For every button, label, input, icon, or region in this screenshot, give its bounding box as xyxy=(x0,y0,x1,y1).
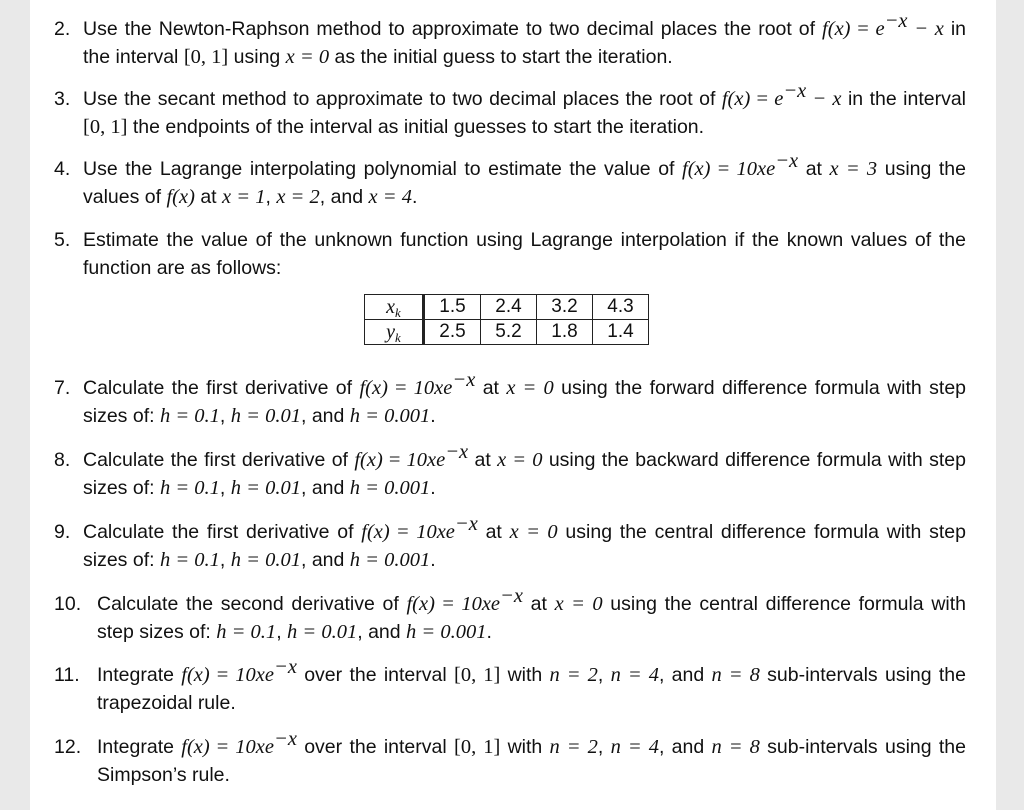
problem-number: 7. xyxy=(54,377,71,399)
table-row-x xyxy=(365,295,649,320)
table-cell: 1.8 xyxy=(537,320,593,345)
table-cell: 1.4 xyxy=(593,320,649,345)
problem-11 xyxy=(54,656,966,717)
table-row-y xyxy=(365,320,649,345)
row-header-x: $x_k$ xyxy=(365,295,424,320)
problem-10 xyxy=(54,585,967,646)
problem-12 xyxy=(54,728,966,789)
row-header-y: $y_k$ xyxy=(365,320,424,345)
document-page xyxy=(30,0,996,810)
problem-2 xyxy=(54,10,966,71)
problem-number: 8. xyxy=(54,449,71,471)
problem-3 xyxy=(54,80,966,141)
problem-4 xyxy=(54,150,966,211)
table-cell: 2.4 xyxy=(481,295,537,320)
problem-5 xyxy=(54,226,966,282)
problem-number: 11. xyxy=(54,664,80,686)
problem-text: Integrate $f(x) = 10xe^{-x}$ over the interval [0, 1] with n = 2, n = 4, and n = 8 sub-intervals using the trapezoidal rule. xyxy=(97,656,966,714)
table-cell: 3.2 xyxy=(537,295,593,320)
problem-text: Calculate the first derivative of $f(x) = 10xe^{-x}$ at x = 0 using the forward difference formula with step sizes of: h = 0.1, h = 0.01, and h = 0.001. xyxy=(83,369,967,427)
problem-number: 4. xyxy=(54,158,71,180)
problem-text: Integrate $f(x) = 10xe^{-x}$ over the interval [0, 1] with n = 2, n = 4, and n = 8 sub-intervals using the Simpson’s rule. xyxy=(97,728,966,786)
problem-7 xyxy=(54,369,967,430)
problem-text: Calculate the first derivative of $f(x) = 10xe^{-x}$ at x = 0 using the backward difference formula with step sizes of: h = 0.1, h = 0.01, and h = 0.001. xyxy=(83,441,966,499)
problem-text: Calculate the second derivative of $f(x) = 10xe^{-x}$ at x = 0 using the central difference formula with step sizes of: h = 0.1, h = 0.01, and h = 0.001. xyxy=(97,585,967,643)
problem-number: 9. xyxy=(54,521,71,543)
table-cell: 4.3 xyxy=(593,295,649,320)
problem-text: Use the Lagrange interpolating polynomial to estimate the value of $f(x) = 10xe^{-x}$ at x = 3 using the values of f(x) at x = 1, x = 2, and x = 4. xyxy=(83,150,966,208)
problem-number: 10. xyxy=(54,593,82,615)
problem-number: 12. xyxy=(54,736,82,758)
problem-8 xyxy=(54,441,966,502)
problem-number: 3. xyxy=(54,88,71,110)
problem-text: Use the secant method to approximate to two decimal places the root of $f(x) = e^{-x} - x$ in the interval [0, 1] the endpoints of the interval as initial guesses to start the iteration. xyxy=(83,80,966,138)
problem-number: 2. xyxy=(54,18,71,40)
problem-number: 5. xyxy=(54,229,71,251)
known-values-table xyxy=(364,294,649,345)
problem-9 xyxy=(54,513,966,574)
table-cell: 1.5 xyxy=(424,295,481,320)
table-cell: 5.2 xyxy=(481,320,537,345)
table-cell: 2.5 xyxy=(424,320,481,345)
problem-text: Use the Newton-Raphson method to approximate to two decimal places the root of $f(x) = e^{-x} - x$ in the interval [0, 1] using x = 0 as the initial guess to start the iteration. xyxy=(83,10,966,68)
problem-text: Calculate the first derivative of $f(x) = 10xe^{-x}$ at x = 0 using the central difference formula with step sizes of: h = 0.1, h = 0.01, and h = 0.001. xyxy=(83,513,966,571)
problem-text: Estimate the value of the unknown function using Lagrange interpolation if the known values of the function are as follows: xyxy=(83,229,966,279)
